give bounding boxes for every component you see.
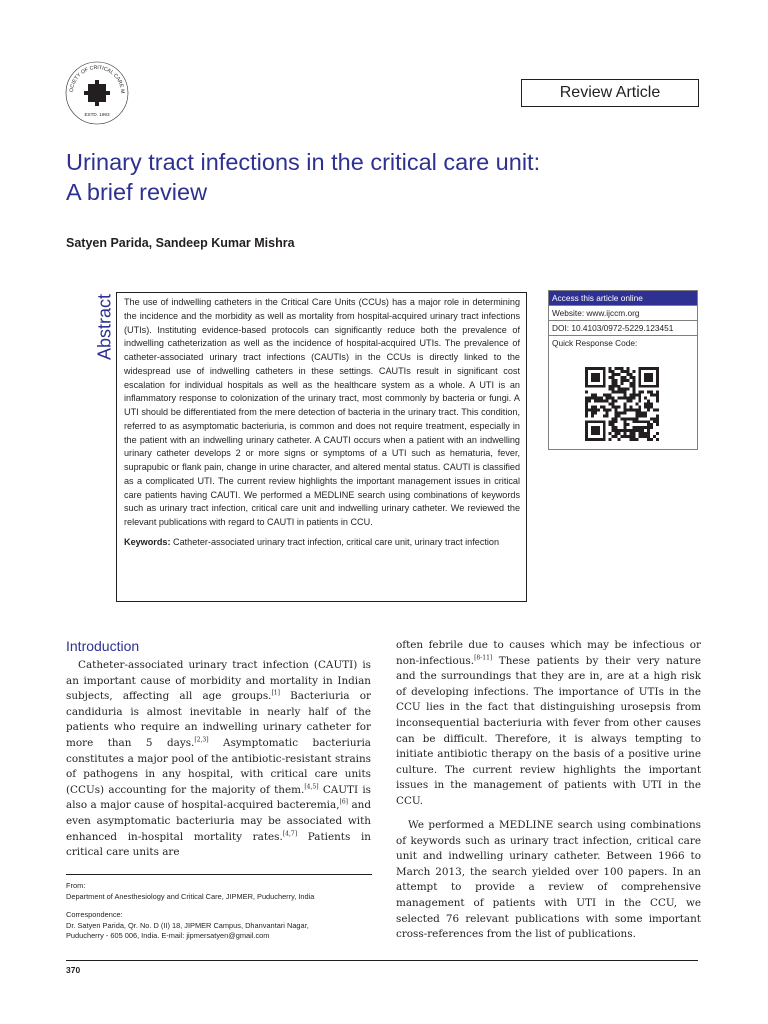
website-link[interactable]: Website: www.ijccm.org [549, 305, 697, 320]
introduction-heading: Introduction [66, 638, 140, 654]
correspondence-line-1: Dr. Satyen Parida, Qr. No. D (II) 18, JIPMER Campus, Dhanvantari Nagar, [66, 920, 309, 930]
from-label: From: [66, 881, 86, 890]
from-text: Department of Anesthesiology and Critical Care, JIPMER, Puducherry, India [66, 891, 315, 901]
intro-paragraph-left: Catheter-associated urinary tract infection (CAUTI) is an important cause of morbidity and mortality in Indian subjects, affecting all age groups.[1] Bacteriuria or candiduria is almost inevitable in nearly half of the patients who require an indwelling urinary catheter for more than 5 days.[2,3] Asymptomatic bacteriuria constitutes a major pool of the antibiotic-resistant strains of pathogens in any hospital, with critical care units (CCUs) accounting for the majority of them.[4,5] CAUTI is also a major cause of hospital-acquired bacteremia,[6] and even asymptomatic bacteriuria may be associated with enhanced in-hospital mortality rates.[4,7] Patients in critical care units are [66, 659, 372, 859]
intro-paragraph-right: often febrile due to causes which may be infectious or non-infectious.[8-11] These patients by their very nature and the surroundings that they are in, are at a high risk of developing infections. The importance of UTIs in the CCU lies in the fact that distinguishing urosepsis from inconsequential bacteriuria with fever from other causes can be difficult. Therefore, it is always tempting to initiate antibiotic therapy on the basis of a positive urine culture. The current review highlights the important issues in the management of patients with UTI in the CCU. [396, 639, 701, 807]
citation-ref: [6] [339, 798, 348, 806]
logo-text: OCIETY OF CRITICAL CARE M [68, 64, 126, 94]
correspondence-label: Correspondence: [66, 910, 123, 919]
author-list: Satyen Parida, Sandeep Kumar Mishra [66, 236, 295, 250]
keywords-label: Keywords: [124, 536, 171, 547]
citation-ref: [8-11] [474, 654, 493, 662]
society-logo [64, 60, 130, 126]
keywords [124, 536, 520, 550]
page-number: 370 [66, 965, 81, 975]
qr-label: Quick Response Code: [549, 335, 697, 350]
citation-ref: [1] [271, 689, 280, 697]
citation-ref: [4,5] [304, 783, 319, 791]
citation-ref: [2,3] [194, 736, 209, 744]
correspondence-line-2: Puducherry - 605 006, India. E-mail: jipmersatyen@gmail.com [66, 931, 270, 940]
title-line-1: Urinary tract infections in the critical care unit: [66, 149, 541, 175]
abstract-box [116, 292, 527, 602]
article-type-badge [521, 79, 699, 107]
abstract-text: The use of indwelling catheters in the Critical Care Units (CCUs) has a major role in determining the incidence and the morbidity as well as mortality from hospital-acquired urinary tract infections (UTIs). Instituting evidence-based protocols can significantly reduce both the prevalence of indwelling catheterization as well as the incidence of hospital-acquired UTIs. The prevalence of catheter-associated urinary tract infections (CAUTIs) in the CCUs is directly linked to the widespread use of indwelling catheters in these settings. CAUTIs result in significant cost escalation for individual hospitals as well as the healthcare system as a whole. A UTI is an inflammatory response to colonization of the urinary tract, most commonly by bacteria or fungi. A UTI should be differentiated from the mere detection of bacteria in the urinary tract. This condition, referred to as asymptomatic bacteriuria, is common and does not require treatment, especially in the patient with an indwelling urinary catheter. A CAUTI occurs when a patient with an indwelling urinary catheter develops 2 or more signs or symptoms of a UTI such as hematuria, fever, suprapubic or flank pain, change in urine character, and altered mental status. CAUTI is classified as a complicated UTI. The current review highlights the important management issues in critical care patients having CAUTI. We performed a MEDLINE search using combinations of keywords such as urinary tract infection, critical care unit and indwelling urinary catheter. We reviewed the relevant publications with regard to CAUTI in patients in CCU. [124, 297, 520, 527]
page-footer-divider [66, 960, 698, 961]
citation-ref: [4,7] [282, 830, 298, 838]
access-header: Access this article online [549, 291, 697, 305]
abstract-label-text: Abstract [94, 293, 115, 361]
access-online-box [548, 290, 698, 450]
abstract-label [92, 292, 118, 362]
methods-paragraph: We performed a MEDLINE search using combinations of keywords such as urinary tract infection, critical care unit and indwelling urinary catheter. Between 1966 to March 2013, the search yielded over 100 papers. In an attempt to provide a review of comprehensive management of patients with UTI in the CCU, we selected 76 relevant publications with some important cross-references from the list of publications. [396, 819, 701, 941]
logo-established: ESTD. 1993 [84, 112, 110, 117]
doi-link[interactable]: DOI: 10.4103/0972-5229.123451 [549, 320, 697, 335]
affiliation-footnote [66, 881, 376, 942]
title-line-2: A brief review [66, 179, 208, 205]
article-type-label: Review Article [559, 84, 661, 101]
footnote-divider [66, 874, 372, 875]
qr-code-icon[interactable] [585, 367, 659, 441]
keywords-text: Catheter-associated urinary tract infection, critical care unit, urinary tract infection [173, 536, 500, 547]
article-title [66, 147, 686, 207]
